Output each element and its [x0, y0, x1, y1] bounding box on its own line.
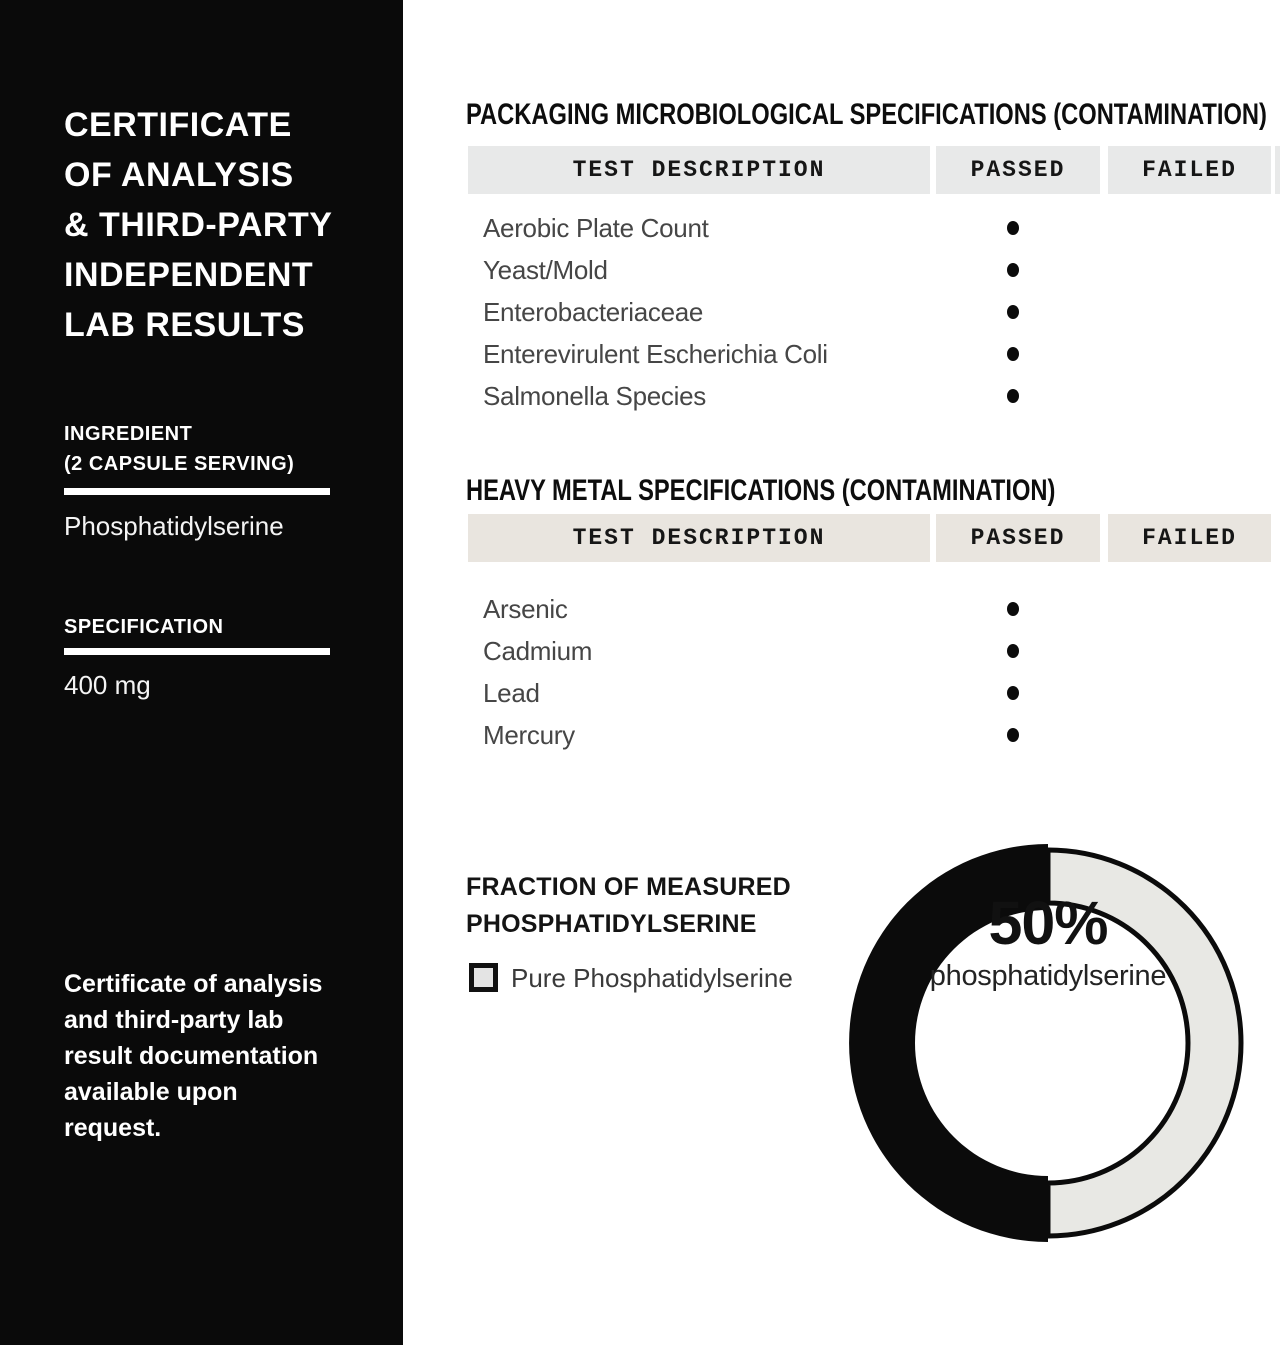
- donut-center-label: phosphatidylserine: [929, 960, 1167, 992]
- divider-rule: [64, 648, 330, 655]
- table-row: [468, 630, 1280, 672]
- certificate-title: [64, 100, 332, 350]
- divider-rule: [64, 488, 330, 495]
- table-row: [468, 714, 1280, 756]
- ingredient-label-line: INGREDIENT: [64, 423, 193, 445]
- header-edge-sliver: [1275, 146, 1280, 194]
- table-row: [468, 588, 1280, 630]
- ingredient-label: [64, 419, 294, 479]
- ingredient-label-line: (2 CAPSULE SERVING): [64, 453, 295, 475]
- row-test-name: Enterevirulent Escherichia Coli: [483, 339, 828, 369]
- row-test-name: Yeast/Mold: [483, 255, 608, 285]
- row-test-name: Arsenic: [483, 594, 568, 624]
- legend-label: Pure Phosphatidylserine: [511, 963, 793, 993]
- result-dot-passed: [1007, 602, 1019, 616]
- result-dot-passed: [1007, 221, 1019, 235]
- metal-table-title: HEAVY METAL SPECIFICATIONS (CONTAMINATION): [466, 474, 1056, 507]
- fraction-section-title: [466, 869, 791, 943]
- row-test-name: Cadmium: [483, 636, 593, 666]
- donut-center-value: 50%: [988, 889, 1108, 957]
- result-dot-passed: [1007, 347, 1019, 361]
- table-row: [468, 375, 1280, 417]
- specification-label: SPECIFICATION: [64, 616, 224, 638]
- micro-table-header: [468, 146, 1280, 194]
- header-cell-test-description: TEST DESCRIPTION: [468, 146, 930, 194]
- header-cell-test-description: TEST DESCRIPTION: [468, 514, 930, 562]
- metal-table-header: [468, 514, 1280, 562]
- result-dot-passed: [1007, 389, 1019, 403]
- micro-table-rows: [468, 207, 1280, 417]
- header-cell-passed: PASSED: [936, 514, 1100, 562]
- certificate-title-line: LAB RESULTS: [64, 306, 305, 344]
- row-test-name: Enterobacteriaceae: [483, 297, 704, 327]
- certificate-title-line: OF ANALYSIS: [64, 156, 294, 194]
- availability-footnote: [64, 966, 322, 1146]
- fraction-title-line: PHOSPHATIDYLSERINE: [466, 910, 757, 938]
- fraction-title-line: FRACTION OF MEASURED: [466, 873, 791, 901]
- table-row: [468, 672, 1280, 714]
- table-row: [468, 249, 1280, 291]
- certificate-title-line: INDEPENDENT: [64, 256, 314, 294]
- legend-swatch: [469, 963, 498, 992]
- header-cell-failed: FAILED: [1108, 514, 1271, 562]
- header-cell-failed: FAILED: [1108, 146, 1271, 194]
- row-test-name: Aerobic Plate Count: [483, 213, 709, 243]
- footnote-line: result documentation: [64, 1042, 319, 1070]
- footnote-line: available upon: [64, 1078, 238, 1106]
- micro-table-title: PACKAGING MICROBIOLOGICAL SPECIFICATIONS (CONTAMINATION): [466, 98, 1267, 131]
- footnote-line: Certificate of analysis: [64, 970, 323, 998]
- result-dot-passed: [1007, 728, 1019, 742]
- footnote-line: and third-party lab: [64, 1006, 284, 1034]
- table-row: [468, 207, 1280, 249]
- result-dot-passed: [1007, 644, 1019, 658]
- result-dot-passed: [1007, 305, 1019, 319]
- table-row: [468, 291, 1280, 333]
- header-cell-passed: PASSED: [936, 146, 1100, 194]
- row-test-name: Salmonella Species: [483, 381, 706, 411]
- metal-table-rows: [468, 588, 1280, 756]
- table-row: [468, 333, 1280, 375]
- certificate-title-line: & THIRD-PARTY: [64, 206, 333, 244]
- result-dot-passed: [1007, 263, 1019, 277]
- result-dot-passed: [1007, 686, 1019, 700]
- row-test-name: Mercury: [483, 720, 575, 750]
- specification-value: 400 mg: [64, 670, 151, 700]
- row-test-name: Lead: [483, 678, 540, 708]
- sidebar: [0, 0, 403, 1345]
- certificate-title-line: CERTIFICATE: [64, 106, 292, 144]
- ingredient-value: Phosphatidylserine: [64, 511, 284, 541]
- footnote-line: request.: [64, 1114, 162, 1142]
- donut-center-text: [915, 889, 1181, 993]
